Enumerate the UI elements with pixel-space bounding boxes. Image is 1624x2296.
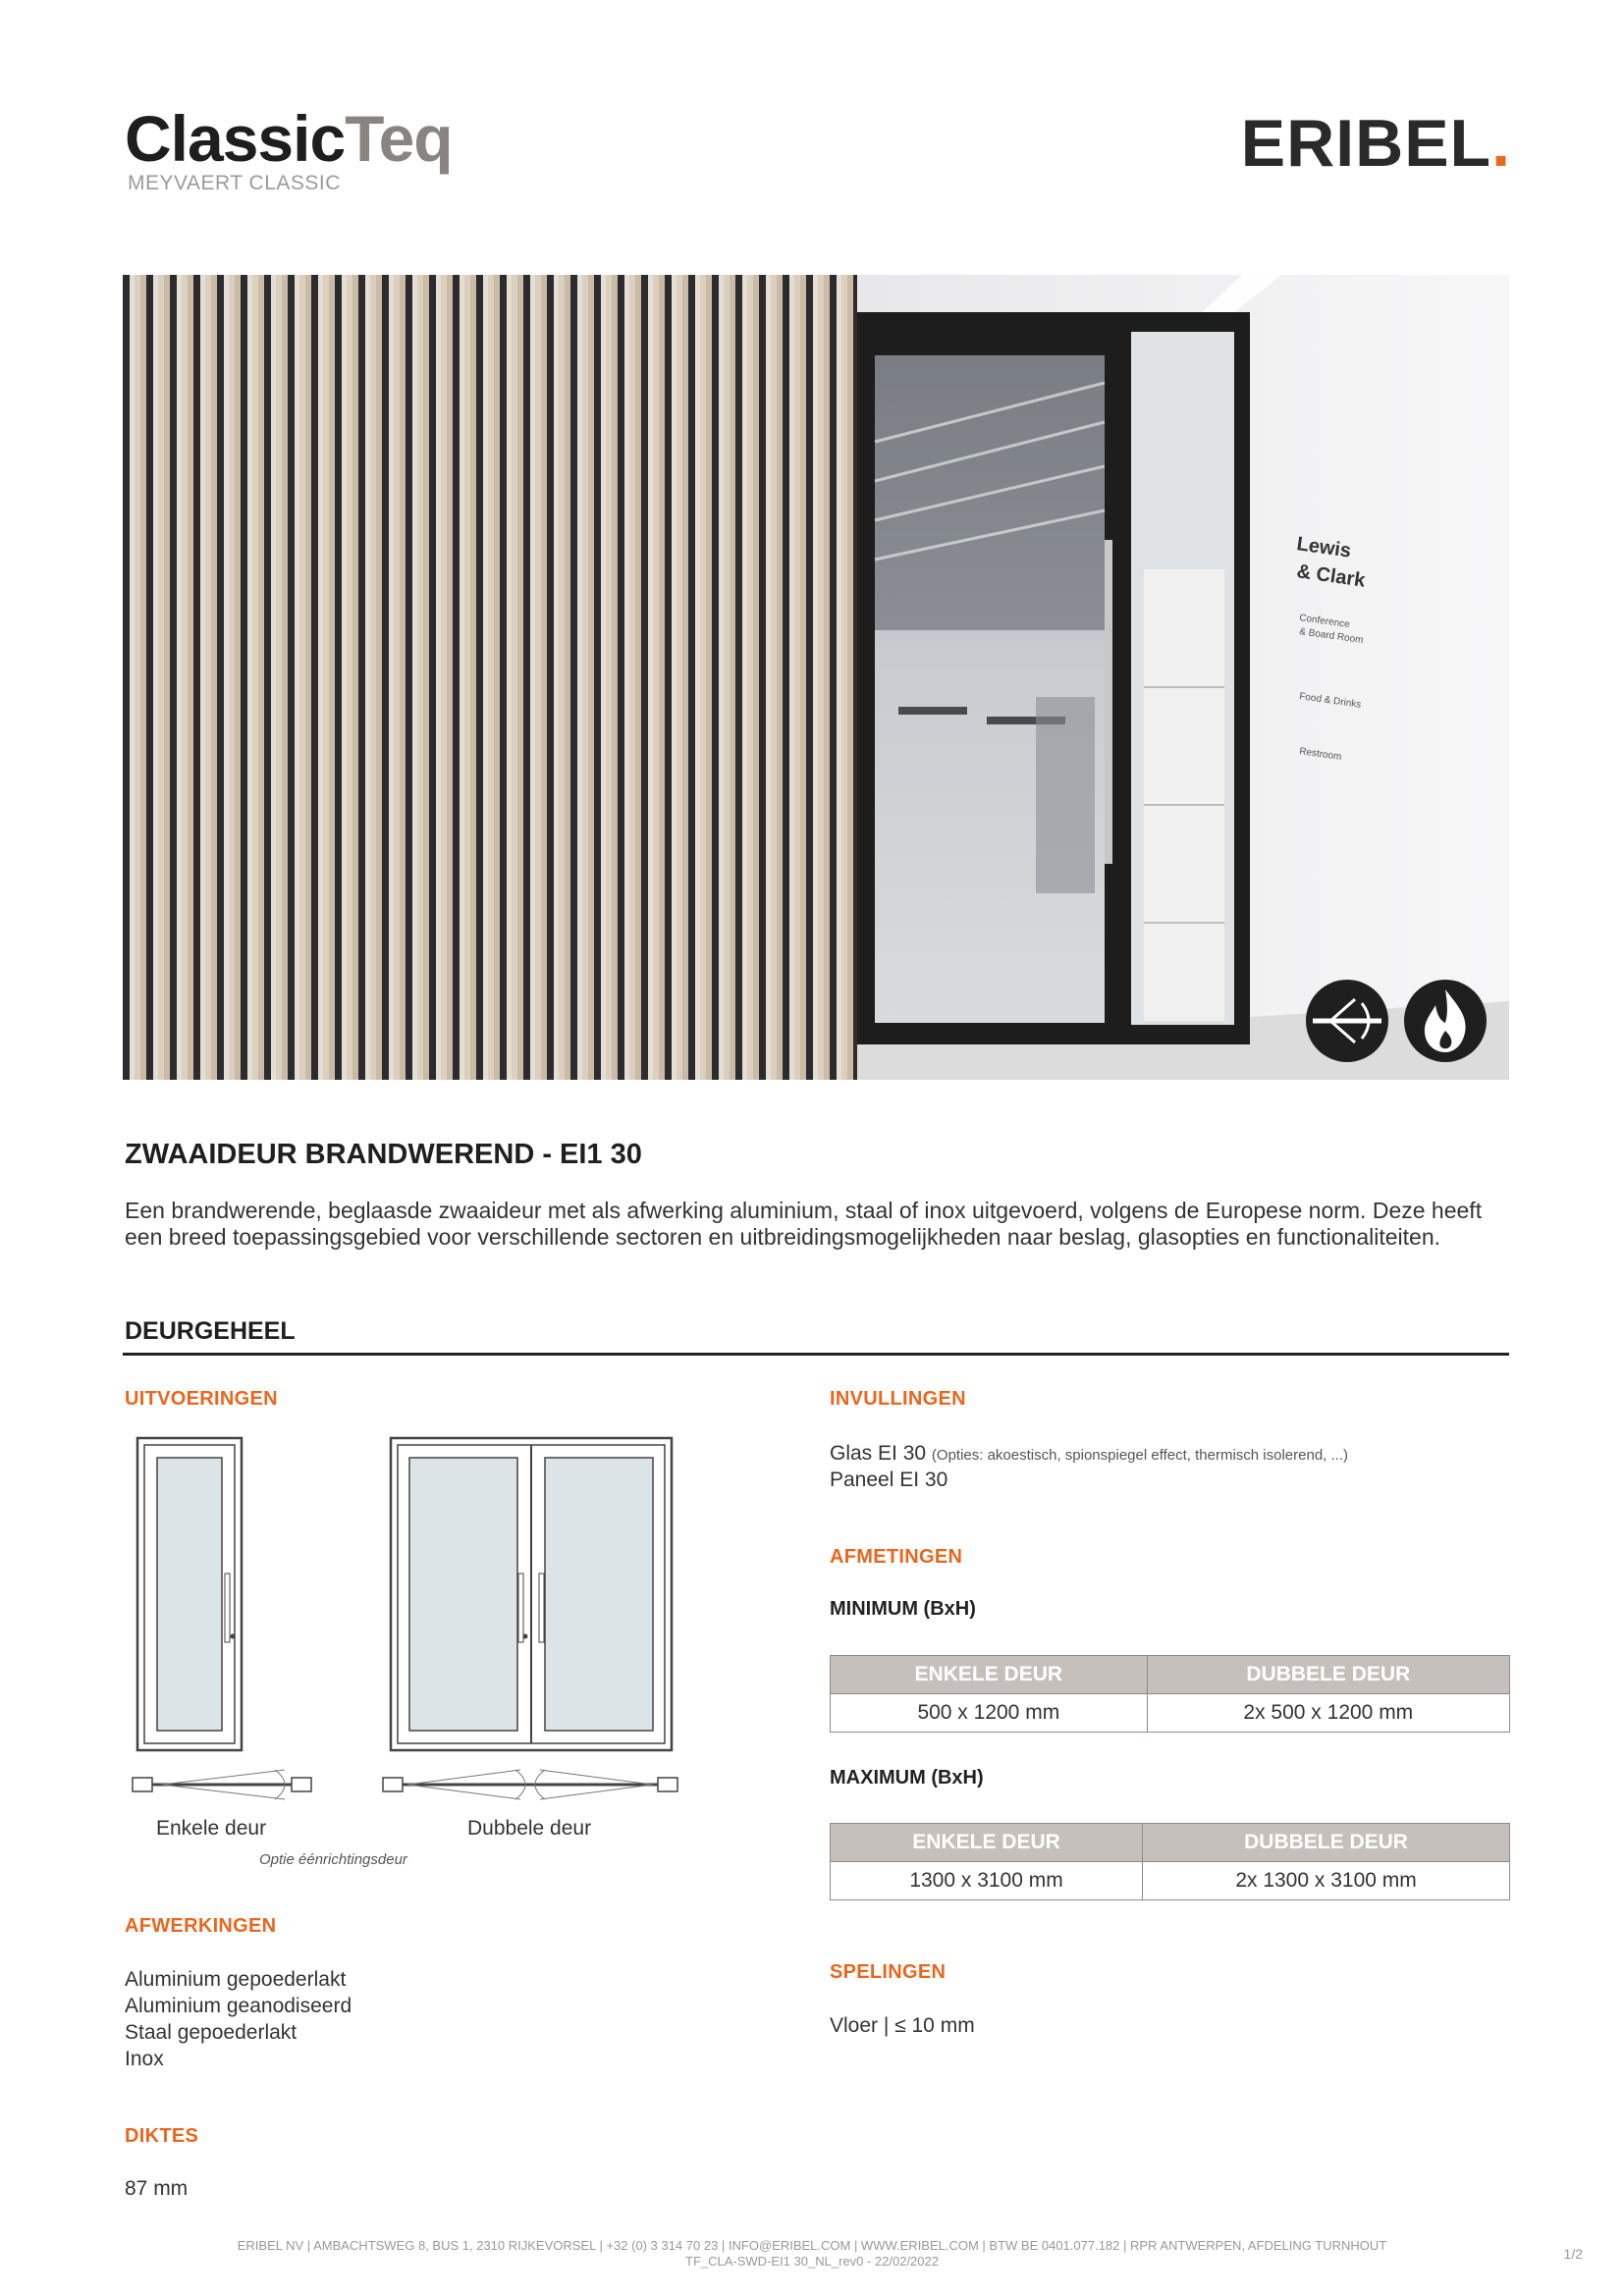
hero-photo-illustration [123, 275, 1509, 1080]
eribel-logo [1240, 106, 1511, 181]
afwerking-item: Inox [125, 2048, 164, 2070]
product-title: ZWAAIDEUR BRANDWEREND - EI1 30 [125, 1139, 642, 1170]
spelingen-heading: SPELINGEN [830, 1961, 947, 1983]
table-row [831, 1694, 1510, 1733]
brand-logo [125, 102, 453, 175]
diktes-value: 87 mm [125, 2177, 189, 2200]
double-door-label: Dubbele deur [467, 1817, 592, 1840]
brand-name-classic: Classic [125, 102, 346, 175]
afwerking-item: Aluminium geanodiseerd [125, 1995, 352, 2017]
single-door-drawing-icon [137, 1438, 242, 1750]
sign-line3: Food & Drinks [1298, 691, 1362, 711]
hero-photo [123, 275, 1509, 1080]
max-double-value: 2x 1300 x 3100 mm [1143, 1862, 1510, 1900]
page-number: 1/2 [1563, 2246, 1583, 2262]
max-single-value: 1300 x 3100 mm [831, 1862, 1143, 1900]
col-single-door: ENKELE DEUR [831, 1656, 1148, 1694]
invulling-glas-main: Glas EI 30 [830, 1442, 927, 1465]
min-single-value: 500 x 1200 mm [831, 1694, 1148, 1733]
maximum-table [830, 1823, 1510, 1900]
maximum-label: MAXIMUM (BxH) [830, 1767, 984, 1789]
col-double-door: DUBBELE DEUR [1143, 1824, 1510, 1862]
brand-name-teq: Teq [345, 102, 453, 175]
minimum-label: MINIMUM (BxH) [830, 1598, 976, 1620]
eribel-logo-dot: . [1491, 106, 1511, 181]
afwerking-item: Aluminium gepoederlakt [125, 1968, 347, 1991]
table-row [831, 1862, 1510, 1900]
table-header-row [831, 1824, 1510, 1862]
uitvoeringen-heading: UITVOERINGEN [125, 1388, 278, 1410]
footer-document-code: TF_CLA-SWD-EI1 30_NL_rev0 - 22/02/2022 [685, 2254, 939, 2269]
invulling-paneel: Paneel EI 30 [830, 1468, 948, 1491]
door-handle [1105, 540, 1112, 864]
col-single-door: ENKELE DEUR [831, 1824, 1143, 1862]
double-door-plan-icon [383, 1770, 677, 1799]
footer-company-info: ERIBEL NV | AMBACHTSWEG 8, BUS 1, 2310 RIJKEVORSEL | +32 (0) 3 314 70 23 | INFO@ERIBEL.COM | WWW.ERIBEL.COM | BTW BE 0401.077.182 | RPR ANTWERPEN, AFDELING TURNHOUT [237, 2238, 1387, 2253]
single-door-label: Enkele deur [156, 1817, 267, 1840]
afwerking-item: Staal gepoederlakt [125, 2021, 298, 2044]
option-note: Optie éénrichtingsdeur [259, 1851, 407, 1868]
sign-line1: Conference [1298, 613, 1351, 631]
afwerkingen-heading: AFWERKINGEN [125, 1915, 277, 1937]
col-double-door: DUBBELE DEUR [1147, 1656, 1509, 1694]
brand-subtitle: MEYVAERT CLASSIC [128, 172, 341, 194]
footer [147, 2238, 1477, 2269]
afwerkingen-list [125, 1966, 352, 2072]
minimum-table [830, 1655, 1510, 1733]
invullingen-heading: INVULLINGEN [830, 1388, 966, 1410]
sign-line4: Restroom [1298, 746, 1343, 764]
afmetingen-heading: AFMETINGEN [830, 1546, 963, 1568]
eribel-logo-text: ERIBEL [1240, 106, 1492, 181]
section-divider [123, 1353, 1509, 1356]
invulling-glas-options: (Opties: akoestisch, spionspiegel effect, thermisch isolerend, ...) [931, 1447, 1348, 1464]
single-door-plan-icon [133, 1770, 311, 1799]
section-heading: DEURGEHEEL [125, 1317, 296, 1345]
sign-line2: & Board Room [1298, 626, 1365, 647]
diktes-heading: DIKTES [125, 2125, 199, 2147]
invulling-glas [830, 1440, 1348, 1468]
product-intro: Een brandwerende, beglaasde zwaaideur met als afwerking aluminium, staal of inox uitgevoerd, volgens de Europese norm. Deze heeft een breed toepassingsgebied voor verschillende sectoren en uitbreidingsmogelijkheden naar beslag, glasopties en functionaliteiten. [125, 1198, 1483, 1250]
sign-title-line1: Lewis [1295, 533, 1353, 562]
table-header-row [831, 1656, 1510, 1694]
fire-resistant-badge-icon [1404, 980, 1487, 1062]
swing-door-badge-icon [1306, 980, 1388, 1062]
spelingen-value: Vloer | ≤ 10 mm [830, 2014, 975, 2037]
door-drawings [123, 1428, 692, 1821]
min-double-value: 2x 500 x 1200 mm [1147, 1694, 1509, 1733]
sign-title-line2: & Clark [1295, 561, 1367, 592]
double-door-drawing-icon [391, 1438, 672, 1750]
